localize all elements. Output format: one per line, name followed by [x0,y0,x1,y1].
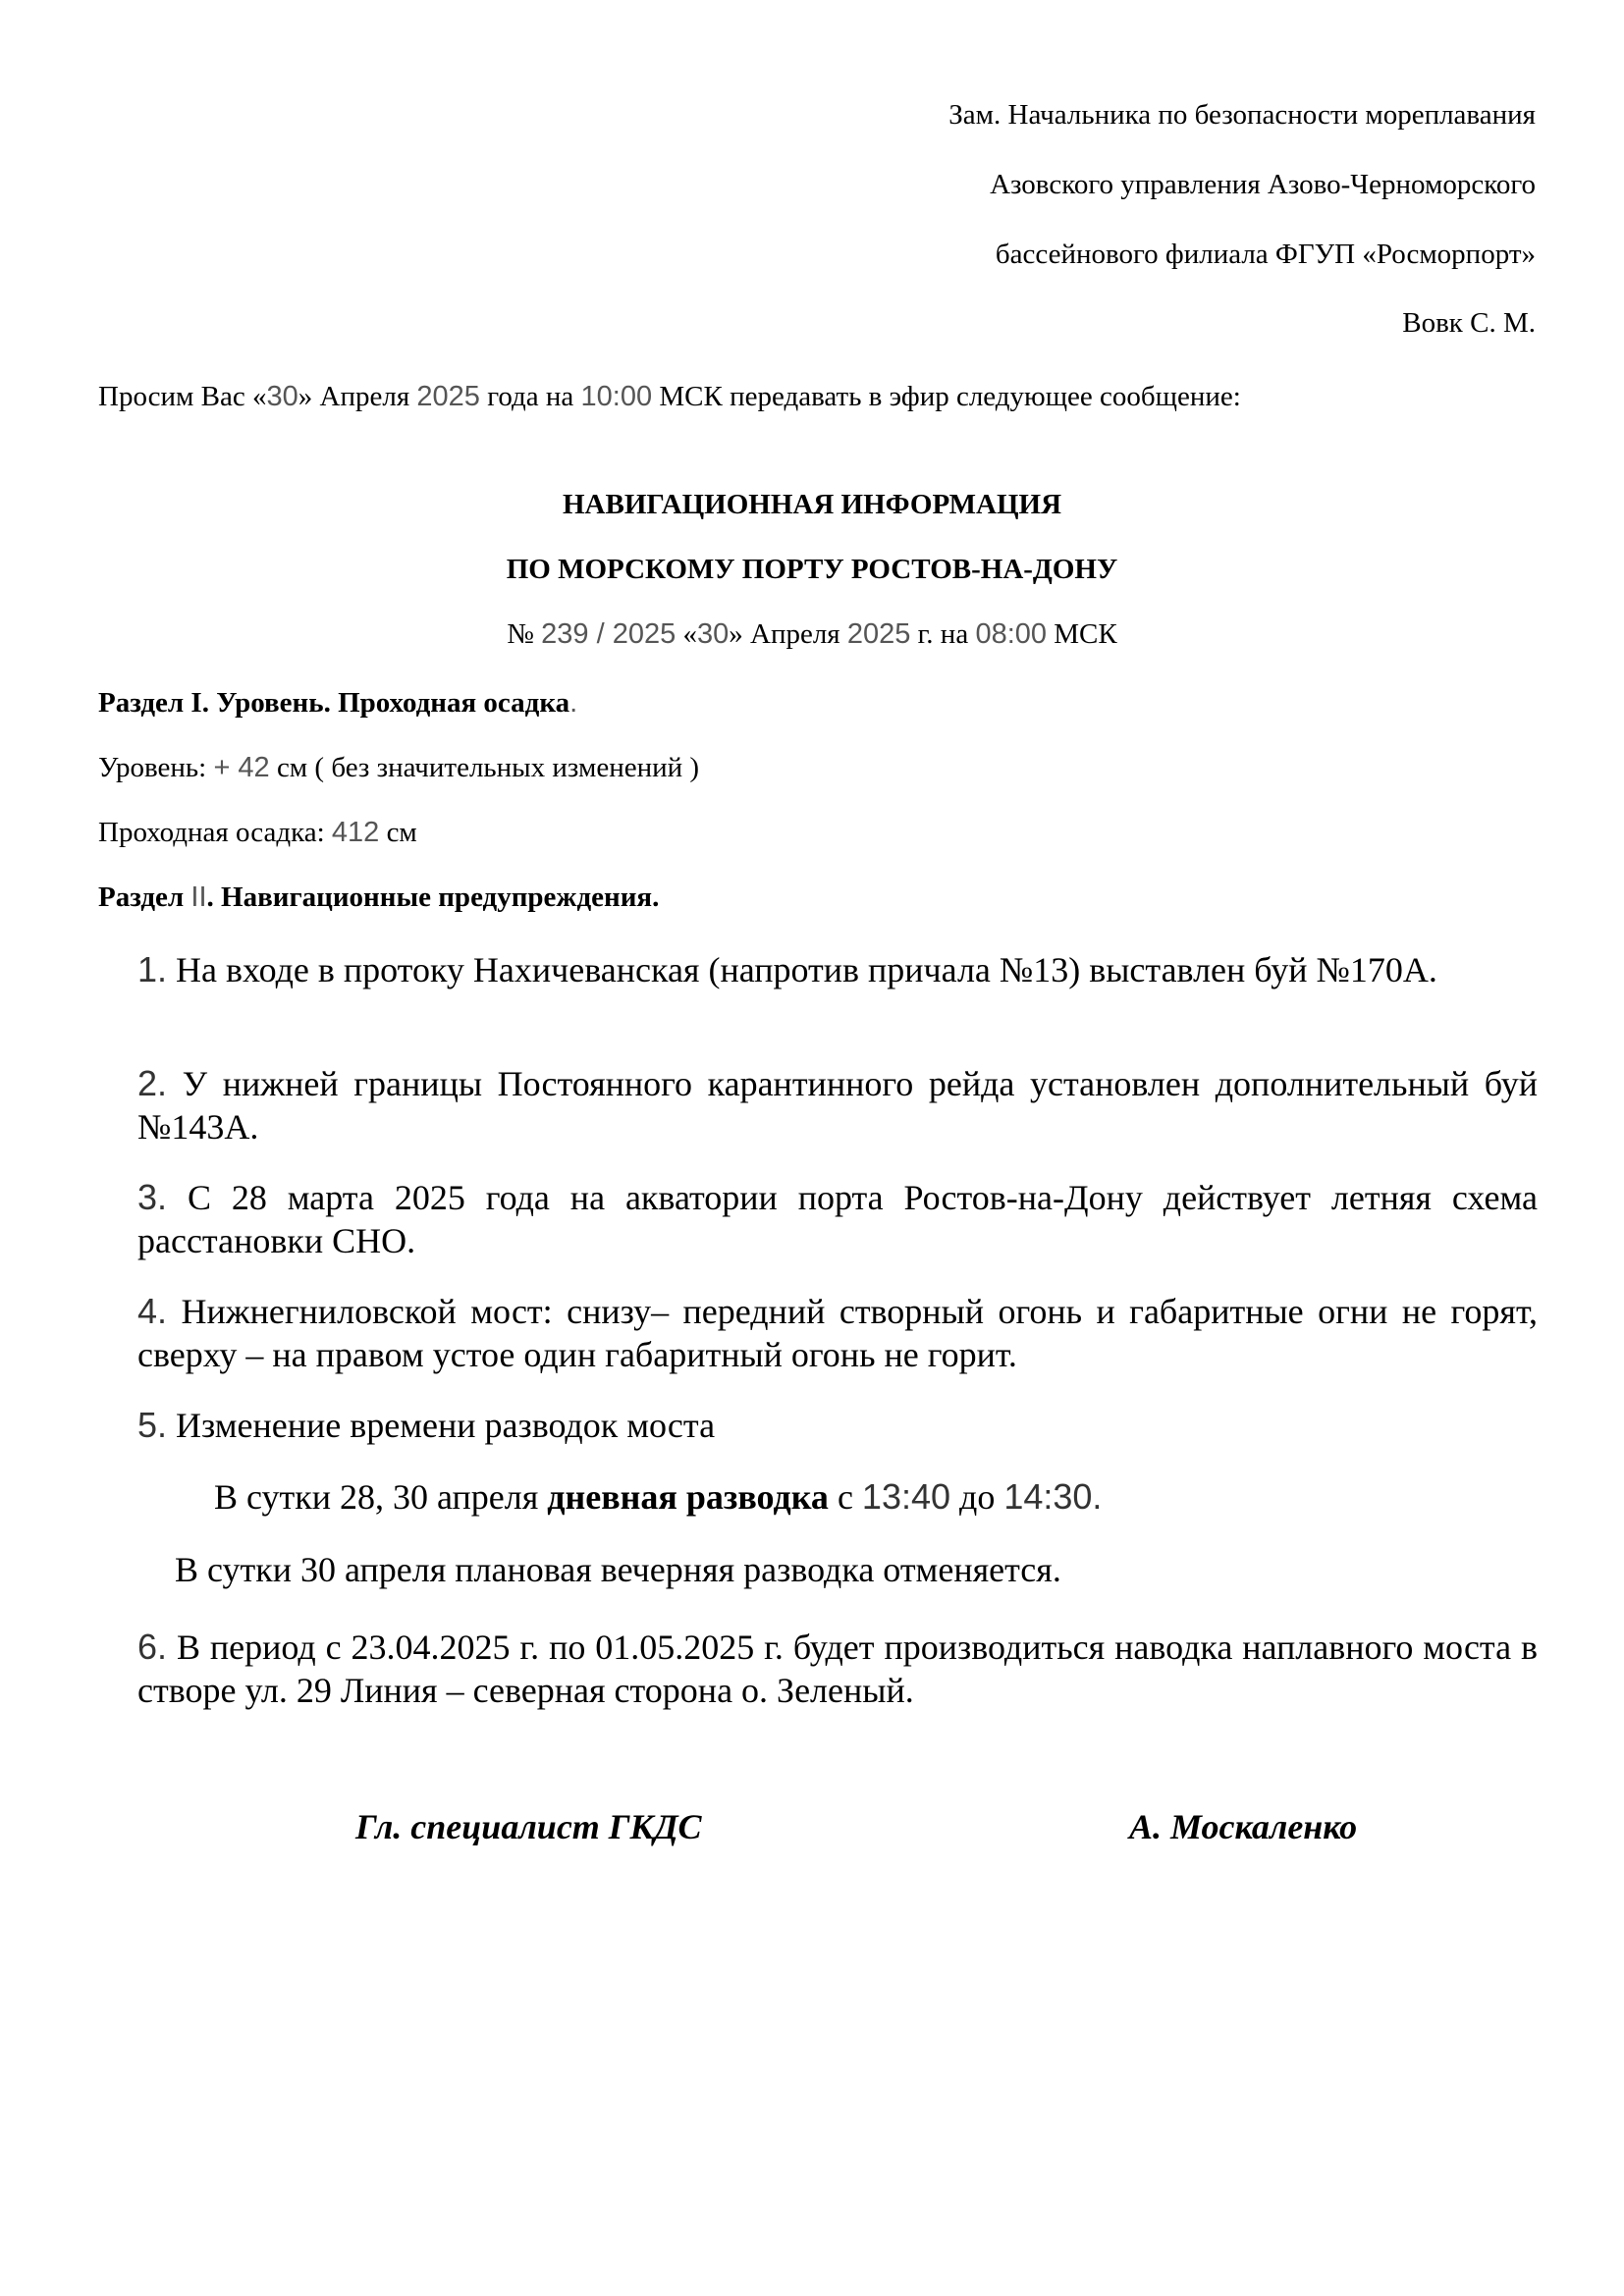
addressee-name: Вовк С. М. [1402,307,1536,340]
docnum-month: » Апреля [729,618,847,650]
docnum-suffix: МСК [1047,618,1117,650]
section-2-suffix: . Навигационные предупреждения. [206,881,660,913]
addressee-line-2: Азовского управления Азово-Черноморского [990,168,1536,200]
schedule-bold: дневная разводка [547,1477,829,1517]
docnum-time: 08:00 [975,618,1048,650]
signature-name: А. Москаленко [1129,1807,1358,1846]
section-1-heading-dot: . [569,687,578,719]
warning-item-text: В период с 23.04.2025 г. по 01.05.2025 г. будет производиться наводка наплавного моста в створе ул. 29 Линия – северная сторона о. Зеленый. [137,1628,1538,1710]
addressee-block [948,98,1536,376]
warning-item-number: 4. [137,1291,168,1331]
warning-item-text: На входе в протоку Нахичеванская (напротив причала №13) выставлен буй №170А. [167,950,1437,989]
warning-item-4 [137,1290,1538,1376]
bridge-schedule-line-2: В сутки 30 апреля плановая вечерняя разводка отменяется. [175,1550,1061,1589]
level-suffix: см ( без значительных изменений ) [269,752,700,783]
request-line [98,381,1241,413]
request-suffix: МСК передавать в эфир следующее сообщение: [652,381,1241,412]
docnum-quote: « [676,618,697,650]
docnum-mid: г. на [910,618,976,650]
schedule-mid: с [828,1477,862,1517]
addressee-line-3: бассейнового филиала ФГУП «Росморпорт» [995,238,1536,270]
warning-item-2 [137,1062,1538,1148]
request-year: 2025 [416,381,480,412]
warning-item-6 [137,1626,1538,1712]
section-1-heading [98,687,577,720]
schedule-to-word: до [950,1477,1004,1517]
section-1-heading-text: Раздел I. Уровень. Проходная осадка [98,687,570,719]
warning-item-number: 5. [137,1405,168,1445]
warning-item-text: Изменение времени разводок моста [167,1406,716,1445]
warning-item-number: 6. [137,1627,168,1667]
addressee-line-1: Зам. Начальника по безопасности мореплавания [948,99,1536,131]
section-2-prefix: Раздел [98,881,191,913]
warning-item-number: 2. [137,1063,168,1103]
request-prefix: Просим Вас « [98,381,267,412]
warning-item-3 [137,1176,1538,1262]
warning-item-number: 3. [137,1177,168,1217]
section-2-heading [98,881,659,914]
warning-item-number: 1. [137,949,168,989]
signature-position: Гл. специалист ГКДС [355,1807,702,1846]
docnum-day: 30 [696,618,730,650]
request-day: 30 [266,381,298,412]
docnum-year: 2025 [846,618,911,650]
request-mid: года на [479,381,581,412]
request-time: 10:00 [580,381,653,412]
draft-label: Проходная осадка: [98,817,332,848]
level-line [98,752,699,784]
warning-item-text: Нижнегниловской мост: снизу– передний створный огонь и габаритные огни не горят, сверху – на правом устое один габаритный огонь не горит. [137,1292,1538,1374]
schedule-prefix: В сутки 28, 30 апреля [214,1477,548,1517]
level-label: Уровень: [98,752,214,783]
draft-suffix: см [379,817,417,848]
draft-line [98,817,417,849]
level-value: + 42 [213,752,270,783]
schedule-from-time: 13:40 [861,1476,951,1517]
docnum-number: 239 / 2025 [541,618,677,650]
title-line-1: НАВИГАЦИОННАЯ ИНФОРМАЦИЯ [562,489,1062,520]
warning-item-text: У нижней границы Постоянного карантинного рейда установлен дополнительный буй №143А. [137,1064,1538,1147]
warning-item-1 [137,948,1538,991]
bridge-schedule-line-1 [214,1476,1102,1518]
request-month: » Апреля [298,381,417,412]
section-2-roman: II [190,881,207,913]
document-number [0,618,1624,651]
warning-item-text: С 28 марта 2025 года на акватории порта Ростов-на-Дону действует летняя схема расстановки СНО. [137,1178,1538,1260]
title-line-2: ПО МОРСКОМУ ПОРТУ РОСТОВ-НА-ДОНУ [506,554,1118,585]
warning-item-5 [137,1404,1538,1447]
docnum-prefix: № [507,618,542,650]
draft-value: 412 [331,817,380,848]
schedule-to-time: 14:30. [1003,1476,1103,1517]
